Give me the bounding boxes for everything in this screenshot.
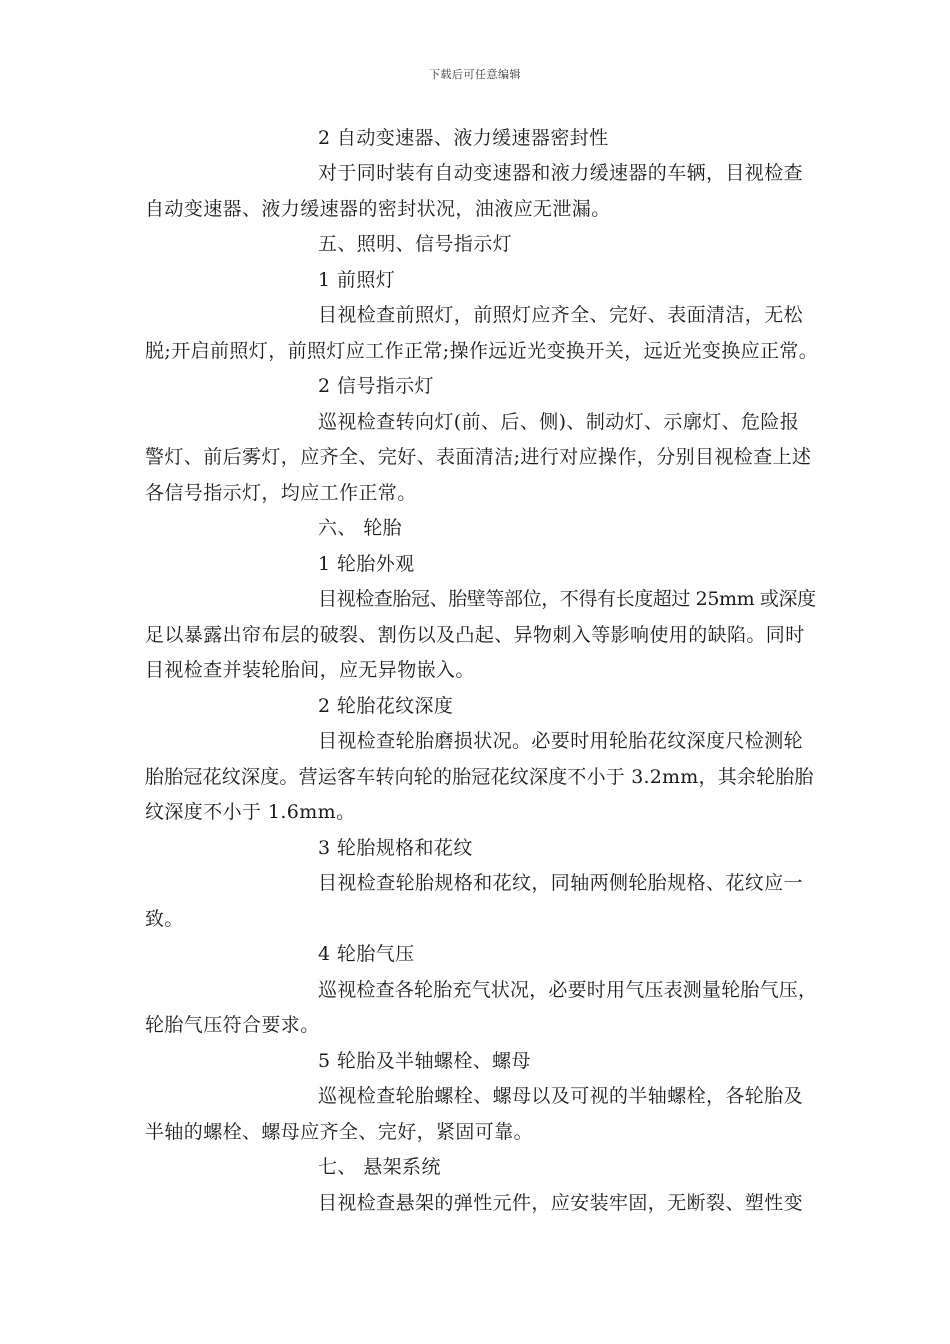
paragraph-line: 各信号指示灯，均应工作正常。	[145, 482, 417, 504]
section-heading: 五、照明、信号指示灯	[318, 233, 513, 255]
paragraph-line: 巡视检查各轮胎充气状况，必要时用气压表测量轮胎气压，	[318, 979, 818, 1001]
paragraph-line: 轮胎气压符合要求。	[145, 1014, 320, 1036]
paragraph-line: 目视检查轮胎磨损状况。必要时用轮胎花纹深度尺检测轮	[318, 730, 804, 752]
page-header: 下载后可任意编辑	[429, 68, 521, 81]
paragraph-line: 致。	[145, 908, 184, 930]
paragraph-line: 巡视检查轮胎螺栓、螺母以及可视的半轴螺栓，各轮胎及	[318, 1085, 804, 1107]
paragraph-line: 胎胎冠花纹深度。营运客车转向轮的胎冠花纹深度不小于 3.2mm，其余轮胎胎	[145, 766, 814, 788]
paragraph-line: 目视检查轮胎规格和花纹，同轴两侧轮胎规格、花纹应一	[318, 872, 804, 894]
paragraph-line: 目视检查胎冠、胎壁等部位，不得有长度超过 25mm 或深度	[318, 588, 816, 610]
paragraph-line: 自动变速器、液力缓速器的密封状况，油液应无泄漏。	[145, 198, 611, 220]
paragraph-line: 半轴的螺栓、螺母应齐全、完好，紧固可靠。	[145, 1121, 534, 1143]
paragraph-line: 警灯、前后雾灯，应齐全、完好、表面清洁;进行对应操作，分别目视检查上述	[145, 446, 812, 468]
subsection-heading: 5 轮胎及半轴螺栓、螺母	[318, 1050, 531, 1072]
subsection-heading: 1 前照灯	[318, 269, 396, 291]
paragraph-line: 纹深度不小于 1.6mm。	[145, 801, 356, 823]
paragraph-line: 对于同时装有自动变速器和液力缓速器的车辆，目视检查	[318, 162, 804, 184]
subsection-heading: 3 轮胎规格和花纹	[318, 837, 473, 859]
section-heading: 2 自动变速器、液力缓速器密封性	[318, 127, 609, 149]
paragraph-line: 目视检查前照灯，前照灯应齐全、完好、表面清洁，无松	[318, 304, 804, 326]
subsection-heading: 1 轮胎外观	[318, 553, 415, 575]
paragraph-line: 足以暴露出帘布层的破裂、割伤以及凸起、异物刺入等影响使用的缺陷。同时	[145, 624, 805, 646]
subsection-heading: 2 轮胎花纹深度	[318, 695, 454, 717]
paragraph-line: 脱;开启前照灯，前照灯应工作正常;操作远近光变换开关，远近光变换应正常。	[145, 340, 819, 362]
paragraph-line: 巡视检查转向灯(前、后、侧)、制动灯、示廓灯、危险报	[318, 411, 800, 433]
paragraph-line: 目视检查并装轮胎间，应无异物嵌入。	[145, 659, 475, 681]
paragraph-line: 目视检查悬架的弹性元件，应安装牢固，无断裂、塑性变	[318, 1192, 804, 1214]
section-heading: 七、 悬架系统	[318, 1156, 441, 1178]
subsection-heading: 2 信号指示灯	[318, 375, 434, 397]
section-heading: 六、 轮胎	[318, 517, 403, 539]
subsection-heading: 4 轮胎气压	[318, 943, 415, 965]
